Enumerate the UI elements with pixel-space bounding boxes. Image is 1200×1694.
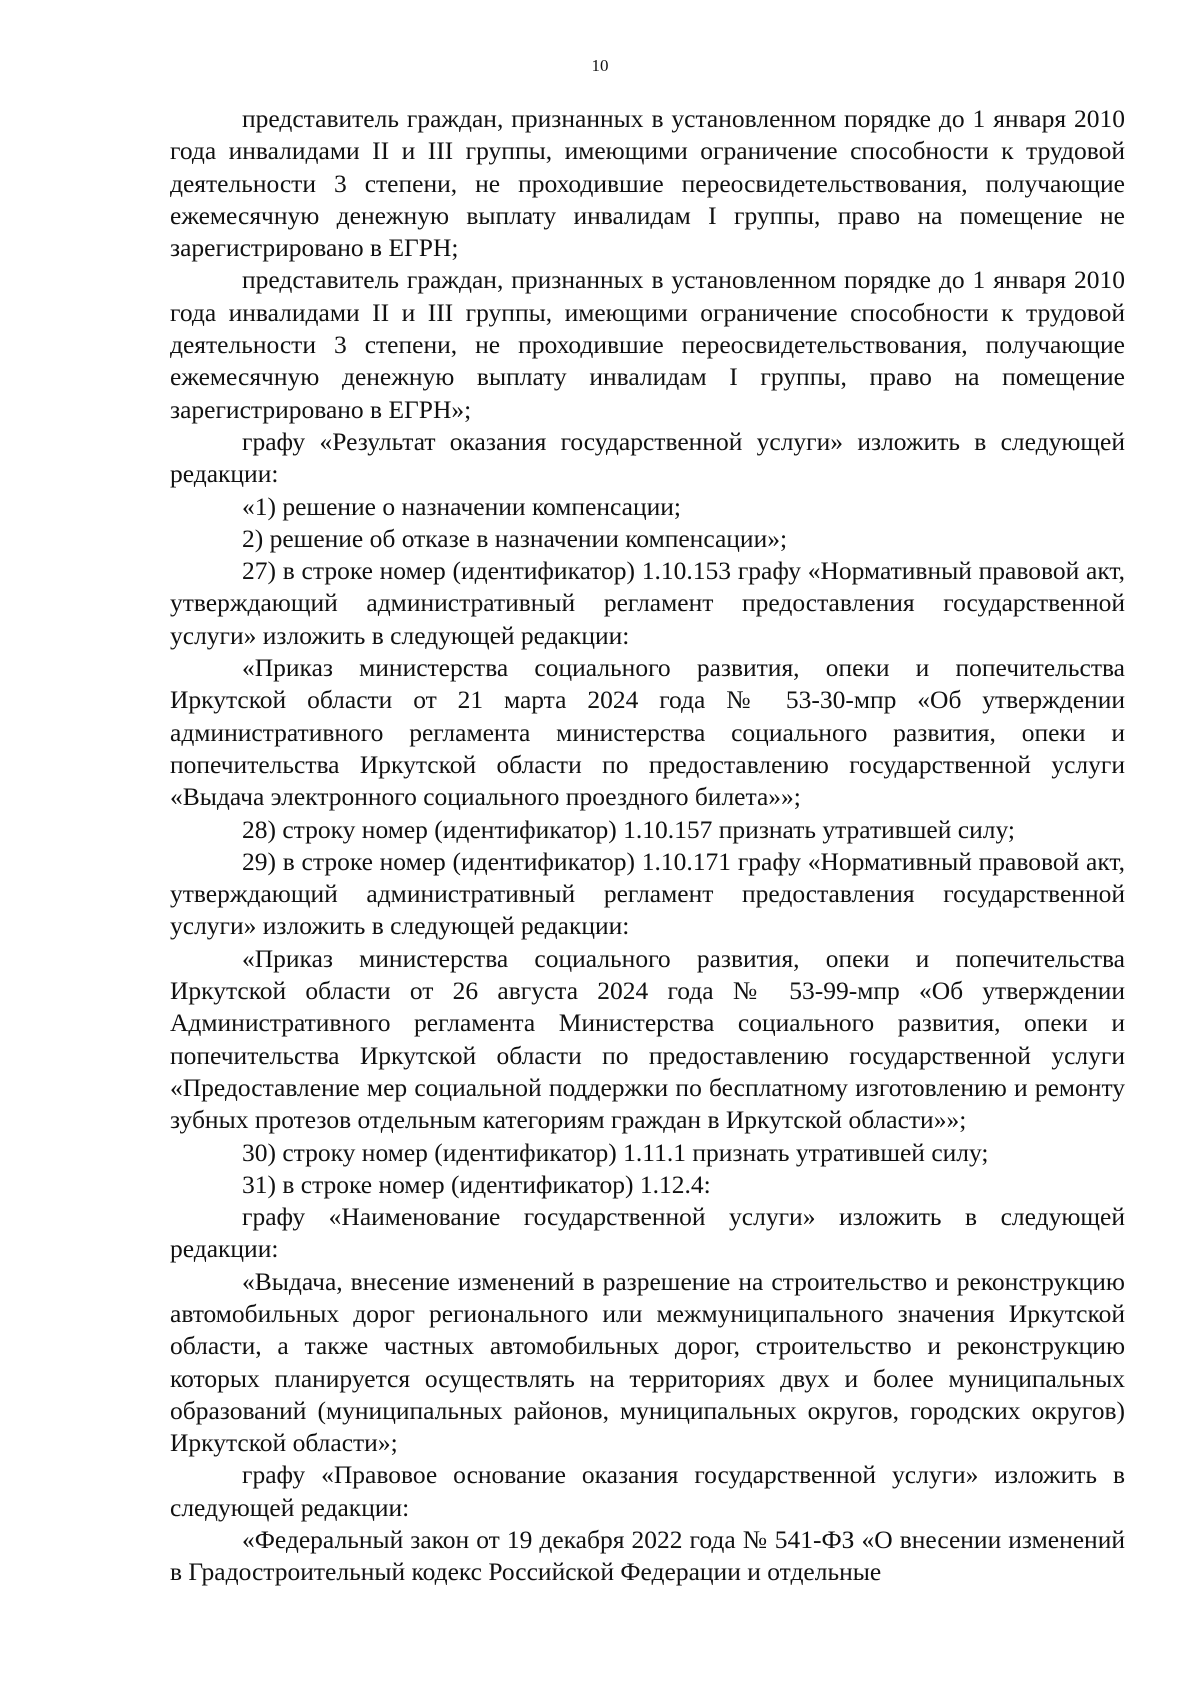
paragraph-4: «1) решение о назначении компенсации;	[242, 491, 682, 521]
paragraph-15: графу «Правовое основание оказания государственной услуги» изложить в следующей редакции:	[170, 1460, 1125, 1522]
page-number: 10	[591, 56, 609, 75]
paragraph-10: «Приказ министерства социального развития, опеки и попечительства Иркутской области от 26 августа 2024 года № 53-99-мпр «Об утверждении Административного регламента Министерства социального развития, опеки и попечительства Иркутской области по предоставлению государственной услуги «Предоставление мер социальной поддержки по бесплатному изготовлению и ремонту зубных протезов отдельным категориям граждан в Иркутской области»»;	[170, 943, 1125, 1135]
paragraph-2: представитель граждан, признанных в установленном порядке до 1 января 2010 года инвалидами II и III группы, имеющими ограничение способности к трудовой деятельности 3 степени, не проходившие переосвидетельствования, получающие ежемесячную денежную выплату инвалидам I группы, право на помещение зарегистрировано в ЕГРН»;	[170, 265, 1125, 424]
paragraph-8: 28) строку номер (идентификатор) 1.10.157 признать утратившей силу;	[242, 814, 1015, 844]
paragraph-11: 30) строку номер (идентификатор) 1.11.1 признать утратившей силу;	[242, 1137, 989, 1167]
paragraph-16: «Федеральный закон от 19 декабря 2022 года № 541-ФЗ «О внесении изменений в Градостроительный кодекс Российской Федерации и отдельные	[170, 1525, 1125, 1587]
paragraph-13: графу «Наименование государственной услуги» изложить в следующей редакции:	[170, 1202, 1125, 1264]
paragraph-5: 2) решение об отказе в назначении компенсации»;	[242, 523, 788, 553]
document-body	[170, 103, 1125, 1589]
paragraph-14: «Выдача, внесение изменений в разрешение на строительство и реконструкцию автомобильных дорог регионального или межмуниципального значения Иркутской области, а также частных автомобильных дорог, строительство и реконструкцию которых планируется осуществлять на территориях двух и более муниципальных образований (муниципальных районов, муниципальных округов, городских округов) Иркутской области»;	[170, 1266, 1125, 1458]
paragraph-3: графу «Результат оказания государственной услуги» изложить в следующей редакции:	[170, 426, 1125, 489]
paragraph-6: 27) в строке номер (идентификатор) 1.10.153 графу «Нормативный правовой акт, утверждающий административный регламент предоставления государственной услуги» изложить в следующей редакции:	[170, 556, 1125, 650]
paragraph-7: «Приказ министерства социального развития, опеки и попечительства Иркутской области от 21 марта 2024 года № 53-30-мпр «Об утверждении административного регламента министерства социального развития, опеки и попечительства Иркутской области по предоставлению государственной услуги «Выдача электронного социального проездного билета»»;	[170, 653, 1125, 812]
paragraph-12: 31) в строке номер (идентификатор) 1.12.4:	[242, 1169, 711, 1199]
paragraph-9: 29) в строке номер (идентификатор) 1.10.171 графу «Нормативный правовой акт, утверждающий административный регламент предоставления государственной услуги» изложить в следующей редакции:	[170, 846, 1125, 941]
paragraph-1: представитель граждан, признанных в установленном порядке до 1 января 2010 года инвалидами II и III группы, имеющими ограничение способности к трудовой деятельности 3 степени, не проходившие переосвидетельствования, получающие ежемесячную денежную выплату инвалидам I группы, право на помещение не зарегистрировано в ЕГРН;	[170, 104, 1125, 263]
